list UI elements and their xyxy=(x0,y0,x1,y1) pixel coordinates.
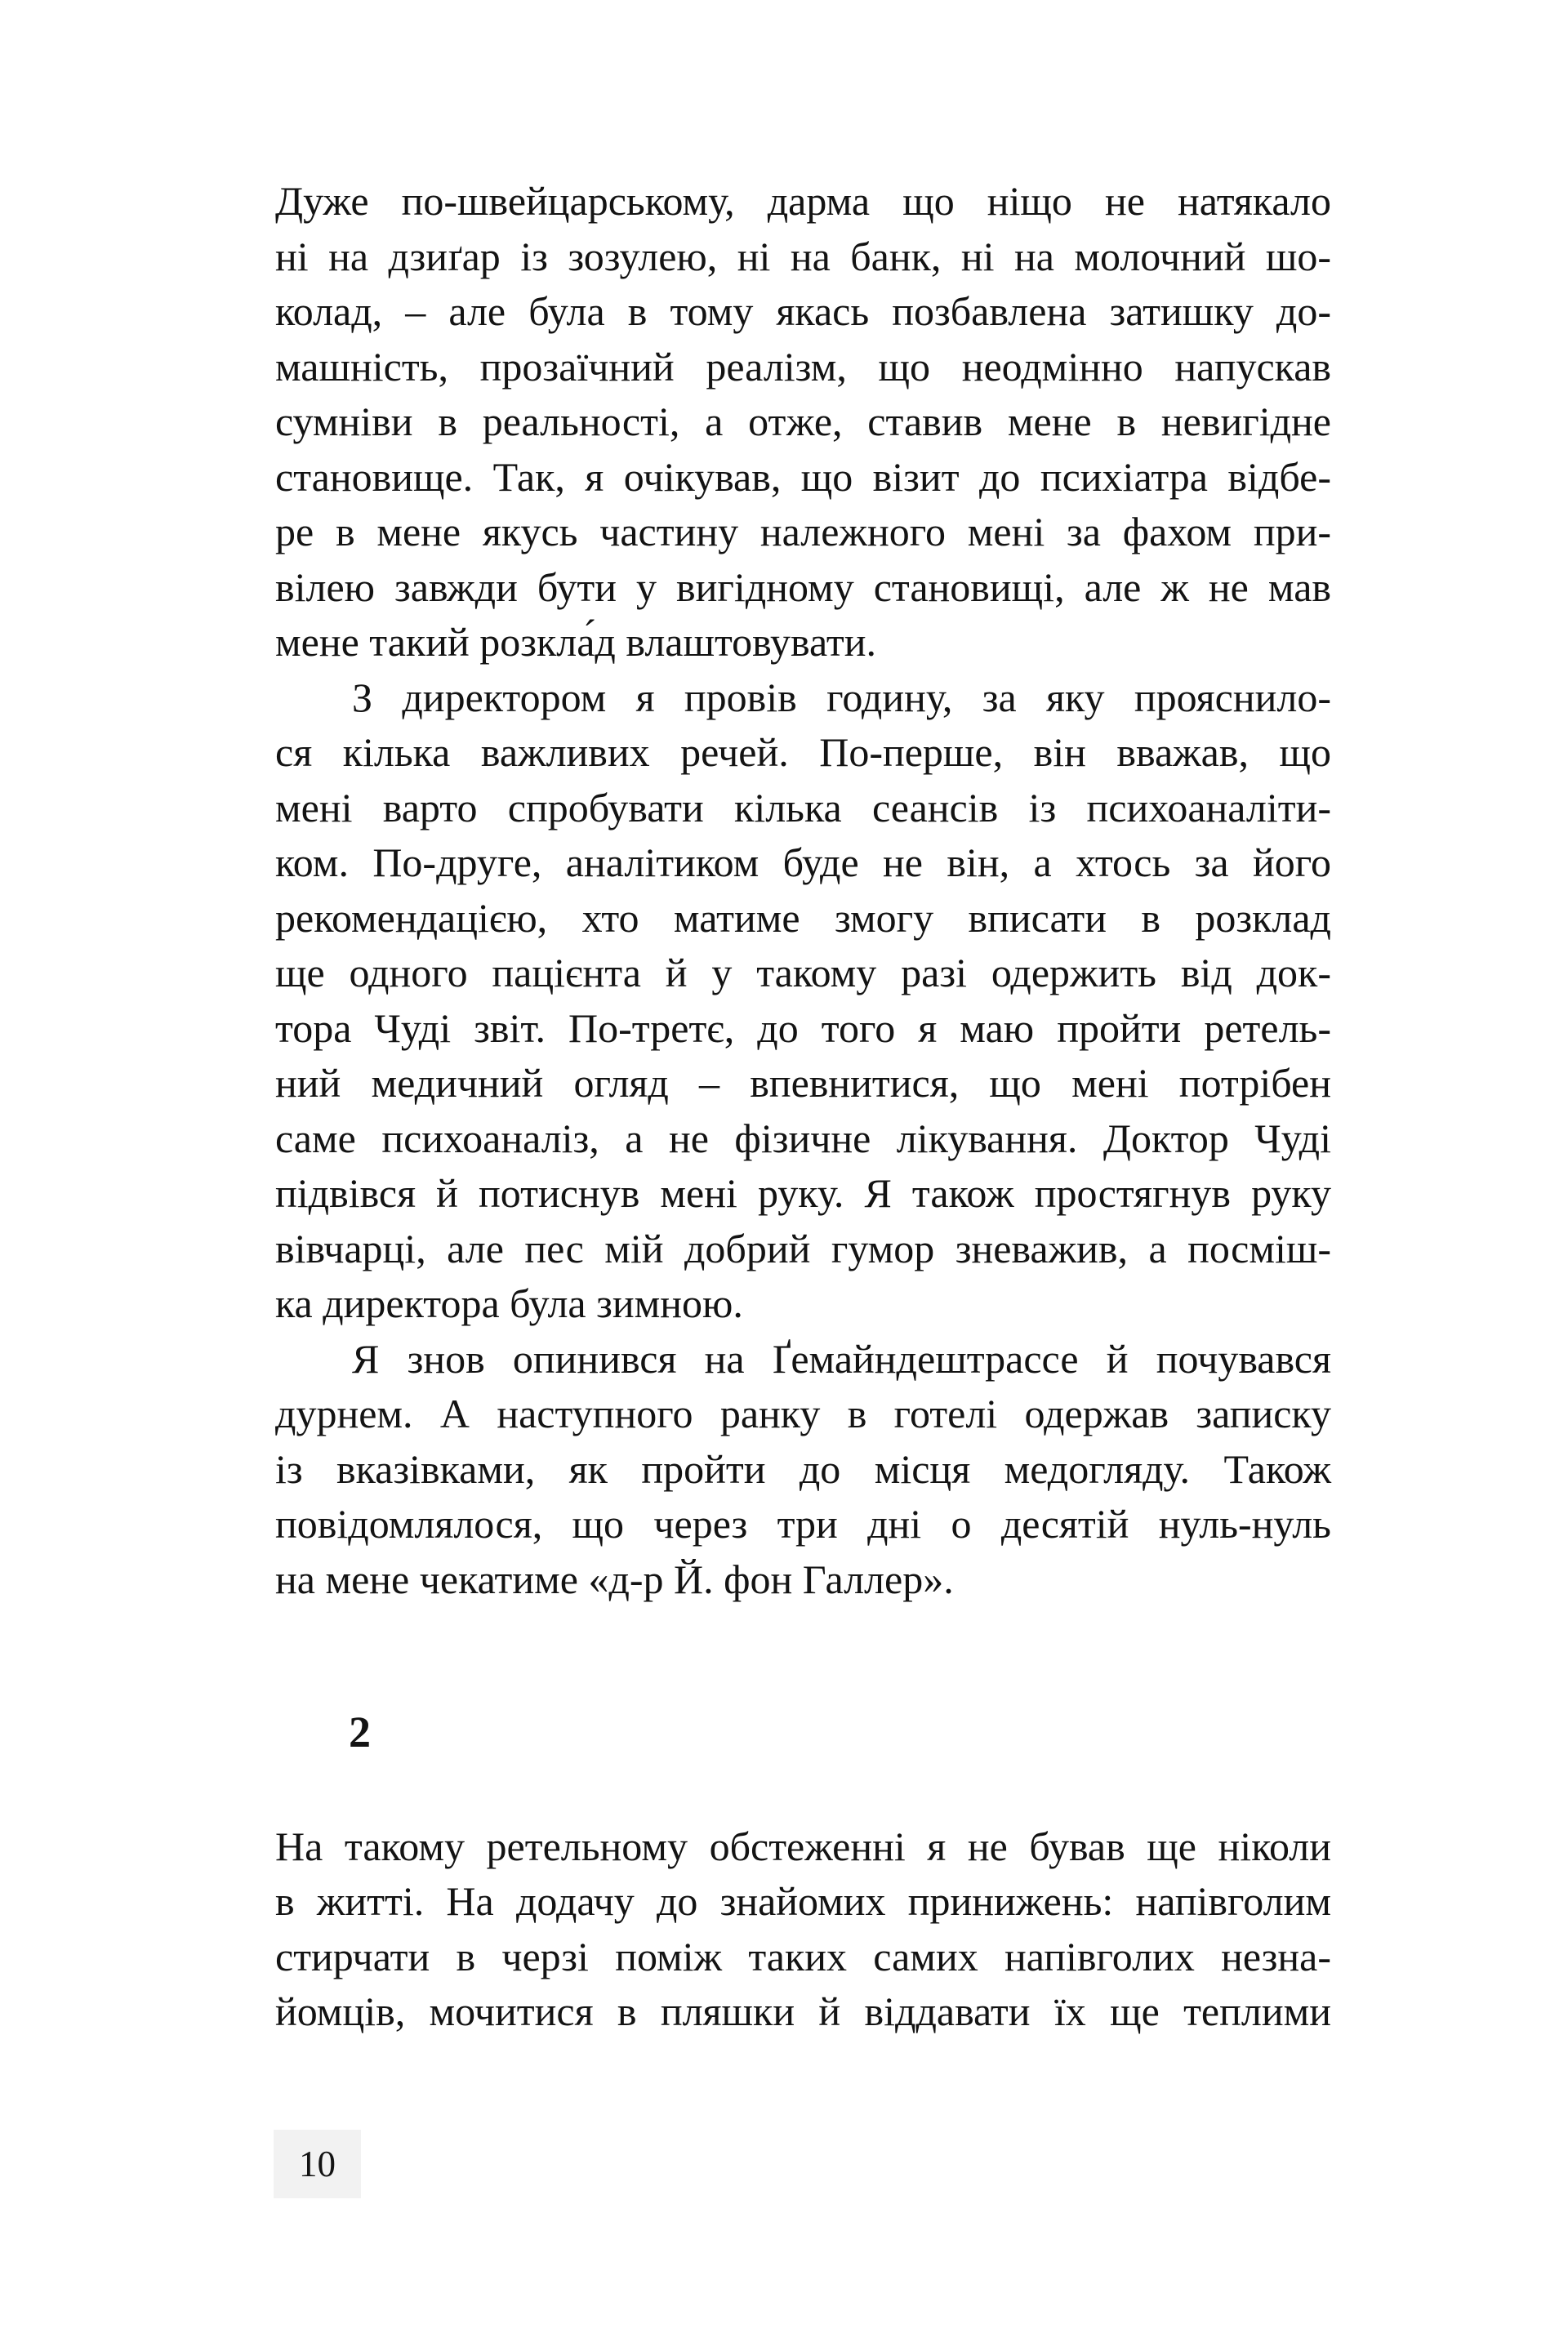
section-number-heading: 2 xyxy=(349,1708,371,1757)
text-line: На такому ретельному обстеженні я не бував ще ніколи xyxy=(275,1823,1331,1869)
text-line: із вказівками, як пройти до місця медогляду. Також xyxy=(275,1445,1331,1492)
text-line: стирчати в черзі поміж таких самих напівголих незна- xyxy=(275,1933,1331,1979)
text-line: машність, прозаїчний реалізм, що неодмінно напускав xyxy=(275,343,1331,390)
body-text-column xyxy=(275,174,1331,2040)
text-line: ний медичний огляд – впевнитися, що мені потрібен xyxy=(275,1060,1331,1106)
text-line: в житті. На додачу до знайомих принижень: напівголим xyxy=(275,1878,1331,1924)
text-line: повідомлялося, що через три дні о десятій нуль-нуль xyxy=(275,1501,1331,1547)
text-line: ще одного пацієнта й у такому разі одержить від док- xyxy=(275,950,1331,995)
text-line: вілею завжди бути у вигідному становищі, але ж не мав xyxy=(275,563,1331,610)
text-line: на мене чекатиме «д-р Й. фон Галлер». xyxy=(275,1556,954,1602)
text-line: мені варто спробувати кілька сеансів із психоаналіти- xyxy=(275,784,1331,830)
text-line: підвівся й потиснув мені руку. Я також простягнув руку xyxy=(275,1170,1331,1216)
text-line: тора Чуді звіт. По-третє, до того я маю пройти ретель- xyxy=(275,1004,1331,1051)
text-line: становище. Так, я очікував, що візит до психіатра відбе- xyxy=(275,453,1331,500)
text-line: ка директора була зимною. xyxy=(275,1280,743,1326)
paragraph xyxy=(275,1819,1331,2040)
page-number: 10 xyxy=(299,2143,336,2184)
text-line: йомців, мочитися в пляшки й віддавати їх ще теплими xyxy=(275,1988,1331,2034)
text-line: колад, – але була в тому якась позбавлена затишку до- xyxy=(275,288,1331,334)
text-line: мене такий розкла́д влаштовувати. xyxy=(275,619,877,665)
text-line: ком. По-друге, аналітиком буде не він, а хтось за його xyxy=(275,839,1331,885)
text-line: ні на дзиґар із зозулею, ні на банк, ні на молочний шо- xyxy=(275,233,1331,279)
text-line: рекомендацією, хто матиме змогу вписати в розклад xyxy=(275,894,1331,941)
text-line: сумніви в реальності, а отже, ставив мене в невигідне xyxy=(275,399,1331,444)
text-line: Дуже по-швейцарському, дарма що ніщо не натякало xyxy=(275,178,1331,224)
paragraph xyxy=(275,1332,1331,1608)
text-line: ся кілька важливих речей. По-перше, він вважав, що xyxy=(275,729,1331,775)
page-number-box xyxy=(274,2130,361,2198)
text-line: саме психоаналіз, а не фізичне лікування. Доктор Чуді xyxy=(275,1115,1331,1161)
text-line: вівчарці, але пес мій добрий гумор зневажив, а посміш- xyxy=(275,1225,1331,1271)
text-line: Я знов опинився на Ґемайндештрассе й почувався xyxy=(352,1335,1331,1382)
text-line: ре в мене якусь частину належного мені за фахом при- xyxy=(275,509,1331,554)
text-line: З директором я провів годину, за яку прояснило- xyxy=(352,674,1331,720)
paragraph xyxy=(275,670,1331,1332)
text-line: дурнем. А наступного ранку в готелі одержав записку xyxy=(275,1391,1331,1436)
paragraph xyxy=(275,174,1331,670)
